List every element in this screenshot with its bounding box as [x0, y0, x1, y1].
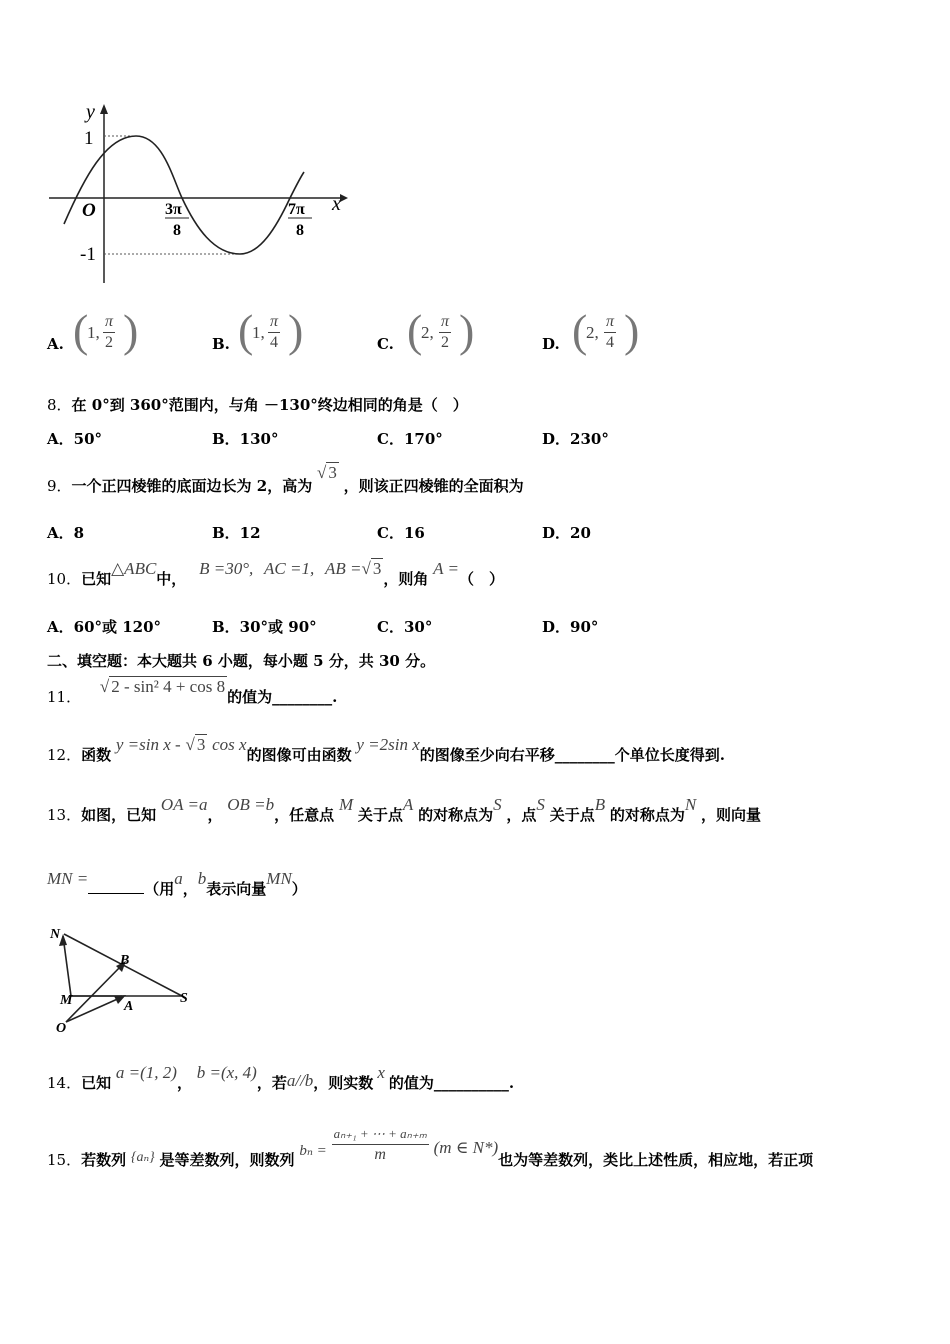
- option-value: 1,: [252, 323, 265, 342]
- text: （ ）: [458, 570, 504, 588]
- vector-ob: OB =b: [227, 795, 275, 814]
- q9-stem: [47, 462, 524, 495]
- tick-7pi-num: 7π: [288, 201, 305, 218]
- point-s2: S: [536, 795, 545, 814]
- text: 的值为__________.: [388, 1074, 515, 1092]
- option-value: 2,: [586, 323, 599, 342]
- q9-option-a[interactable]: A．8: [47, 524, 85, 542]
- question-text-b: ，则该正四棱锥的全面积为: [343, 477, 524, 495]
- sine-curve: [64, 136, 304, 254]
- vector-a: a: [174, 869, 183, 888]
- text: 的对称点为: [418, 806, 494, 824]
- left-paren: (: [73, 305, 89, 356]
- question-number: 14．: [47, 1074, 82, 1092]
- frac-num: π: [103, 312, 115, 333]
- text: 中，: [156, 570, 187, 588]
- option-value: 1,: [87, 323, 100, 342]
- question-number: 12．: [47, 746, 82, 764]
- vector-b: b: [197, 869, 207, 888]
- label-b: B: [120, 953, 130, 968]
- q15-stem: [47, 1124, 814, 1169]
- point-b: B: [594, 795, 606, 814]
- x-axis-label: x: [332, 193, 341, 215]
- frac-num: aₙ₊₁ + ⋯ + aₙ₊ₘ: [332, 1124, 429, 1145]
- q10-option-a[interactable]: A．60°或 120°: [47, 618, 162, 636]
- sqrt-3: √ 3: [317, 463, 337, 482]
- text: 函数: [81, 746, 112, 764]
- frac-den: m: [374, 1146, 386, 1163]
- q8-option-c[interactable]: C．170°: [377, 430, 443, 448]
- sqrt-3: √ 3: [185, 735, 206, 754]
- y-max-label: 1: [84, 128, 94, 149]
- cond-b: B =30°,: [199, 559, 254, 578]
- vector-o-b: [66, 963, 124, 1022]
- vector-a-value: a =(1, 2): [115, 1063, 177, 1082]
- q13-stem: [47, 794, 762, 824]
- tick-7pi-den: 8: [296, 222, 304, 239]
- frac-den: 4: [270, 334, 278, 351]
- sine-graph: [44, 98, 364, 288]
- question-text: 的值为________.: [227, 688, 338, 706]
- q8-option-d[interactable]: D．230°: [542, 430, 609, 448]
- y-min-label: -1: [80, 244, 96, 265]
- option-value: 2,: [421, 323, 434, 342]
- q10-option-c[interactable]: C．30°: [377, 618, 433, 636]
- point-m: M: [338, 795, 354, 814]
- answer-blank[interactable]: [88, 879, 144, 894]
- question-number: 15．: [47, 1150, 82, 1169]
- left-paren: (: [407, 305, 423, 356]
- text: 也为等差数列，类比上述性质，相应地，若正项: [498, 1150, 814, 1169]
- sqrt-3: √ 3: [361, 559, 382, 578]
- bn-fraction: [332, 1124, 429, 1165]
- text: 关于点: [357, 806, 403, 824]
- q11-expression: √ 2 - sin² 4 + cos 8: [99, 677, 226, 696]
- vector-oa: OA =a: [160, 795, 208, 814]
- point-n: N: [684, 795, 697, 814]
- q9-option-b[interactable]: B．12: [212, 524, 261, 542]
- question-number: 11．: [47, 688, 82, 706]
- text: ，任意点: [274, 806, 335, 824]
- text: 如图，已知: [81, 806, 157, 824]
- vector-o-a: [66, 997, 122, 1022]
- right-paren: ): [624, 305, 640, 356]
- text: ，: [182, 880, 198, 898]
- text: ，: [207, 806, 223, 824]
- text: 已知: [81, 1074, 112, 1092]
- q11-stem: [47, 676, 338, 706]
- option-letter: B.: [212, 335, 230, 353]
- label-a: A: [124, 999, 134, 1014]
- text: 关于点: [549, 806, 595, 824]
- label-n: N: [50, 927, 61, 942]
- point-s: S: [493, 795, 502, 814]
- left-paren: (: [238, 305, 254, 356]
- q10-option-b[interactable]: B．30°或 90°: [212, 618, 317, 636]
- vector-mn-2: MN: [266, 869, 292, 888]
- frac-den: 2: [105, 334, 113, 351]
- right-paren: ): [459, 305, 475, 356]
- triangle-abc: △ABC: [111, 559, 157, 578]
- frac-num: π: [439, 312, 451, 333]
- label-o: O: [56, 1021, 67, 1036]
- y-axis-arrow: [100, 104, 108, 114]
- cond-ac: AC =1,: [264, 559, 315, 578]
- condition-m: (m ∈ N*): [433, 1137, 499, 1157]
- function-expression-1b: cos x: [212, 735, 247, 754]
- text: 已知: [81, 570, 112, 588]
- vector-mn: MN =: [47, 869, 89, 888]
- q10-option-d[interactable]: D．90°: [542, 618, 599, 636]
- q8-stem: [47, 394, 468, 415]
- question-number: 13．: [47, 806, 82, 824]
- parallel-condition: a//b: [286, 1071, 314, 1090]
- question-text: 在 0°到 360°范围内，与角 －130°终边相同的角是（ ）: [71, 396, 468, 414]
- frac-den: 2: [441, 334, 449, 351]
- origin-label: O: [82, 200, 96, 221]
- text: （用: [144, 880, 175, 898]
- text: 的图像可由函数: [246, 746, 352, 764]
- text: 若数列: [81, 1150, 127, 1169]
- q10-stem: [47, 558, 504, 588]
- q13-line2: [47, 868, 307, 898]
- q8-option-b[interactable]: B．130°: [212, 430, 279, 448]
- cond-ab: AB =: [325, 559, 362, 578]
- question-text-a: 一个正四棱锥的底面边长为 2，高为: [71, 477, 313, 495]
- angle-a: A =: [433, 559, 459, 578]
- question-number: 8．: [47, 396, 72, 414]
- text: ，则实数: [313, 1074, 374, 1092]
- option-letter: A.: [47, 335, 64, 353]
- text: ，: [176, 1074, 192, 1092]
- tick-3pi-num: 3π: [165, 201, 182, 218]
- question-number: 10．: [47, 570, 82, 588]
- text: ，则向量: [701, 806, 762, 824]
- function-expression-1: y =sin x -: [115, 735, 181, 754]
- frac-num: π: [604, 312, 616, 333]
- text: 是等差数列，则数列: [159, 1150, 295, 1169]
- q9-option-d[interactable]: D．20: [542, 524, 591, 542]
- text: 的对称点为: [609, 806, 685, 824]
- sequence-bn: bₙ =: [299, 1142, 327, 1159]
- text: 表示向量: [206, 880, 267, 898]
- sequence-an: {aₙ}: [130, 1149, 155, 1165]
- right-paren: ): [123, 305, 139, 356]
- option-letter: D.: [542, 335, 560, 353]
- x-axis-arrow: [340, 194, 348, 202]
- text: ，若: [256, 1074, 287, 1092]
- label-m: M: [60, 993, 73, 1008]
- text: ）: [291, 880, 307, 898]
- vector-b-value: b =(x, 4): [196, 1063, 257, 1082]
- tick-3pi-den: 8: [173, 222, 181, 239]
- right-paren: ): [288, 305, 304, 356]
- option-letter: C.: [377, 335, 394, 353]
- frac-den: 4: [606, 334, 614, 351]
- text: ，点: [506, 806, 537, 824]
- q12-stem: [47, 734, 726, 764]
- variable-x: x: [377, 1063, 385, 1082]
- frac-num: π: [268, 312, 280, 333]
- q9-option-c[interactable]: C．16: [377, 524, 425, 542]
- label-s: S: [180, 991, 188, 1006]
- q14-stem: [47, 1062, 515, 1092]
- q8-option-a[interactable]: A．50°: [47, 430, 103, 448]
- text: 的图像至少向右平移________个单位长度得到.: [419, 746, 726, 764]
- point-a: A: [402, 795, 414, 814]
- function-expression-2: y =2sin x: [356, 735, 420, 754]
- text: ，则角: [383, 570, 429, 588]
- question-number: 9．: [47, 477, 72, 495]
- left-paren: (: [572, 305, 588, 356]
- y-axis-label: y: [86, 101, 95, 123]
- section-heading: 二、填空题：本大题共 6 小题，每小题 5 分，共 30 分。: [47, 652, 436, 670]
- vector-figure: [44, 922, 204, 1037]
